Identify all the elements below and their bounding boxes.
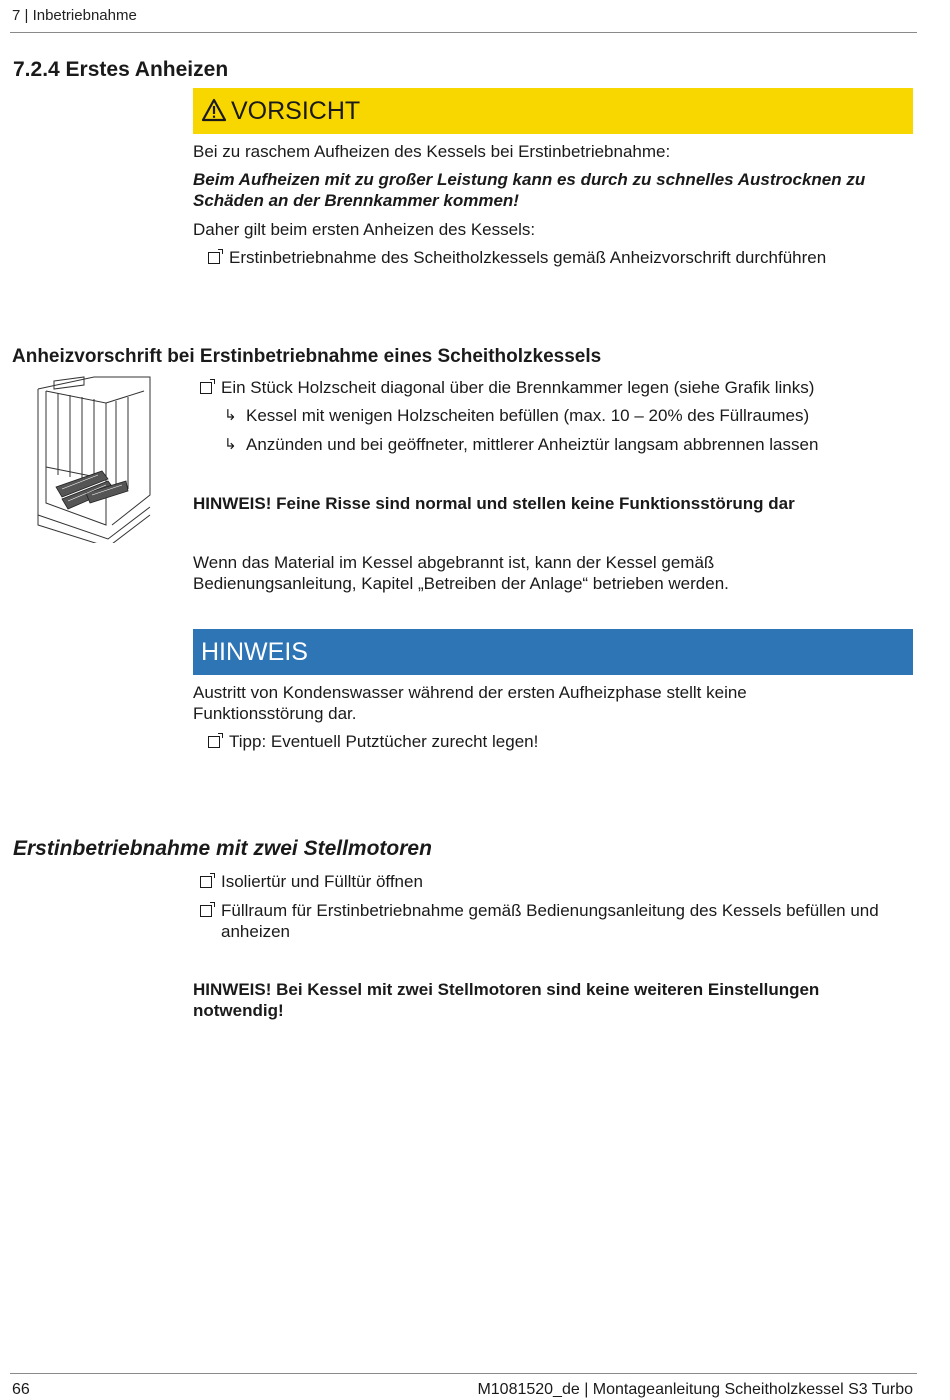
motors-step: [200, 871, 913, 892]
boiler-firebox-illustration: [36, 375, 152, 543]
caution-lead: Daher gilt beim ersten Anheizen des Kessels:: [193, 220, 536, 239]
motors-note: HINWEIS! Bei Kessel mit zwei Stellmotoren sind keine weiteren Einstellungen notwendig!: [193, 980, 820, 1020]
notice-label: HINWEIS: [201, 638, 308, 666]
checkbox-icon: [200, 905, 212, 917]
procedure-step-text: Ein Stück Holzscheit diagonal über die Brennkammer legen (siehe Grafik links): [221, 378, 815, 397]
motors-step-text: Füllraum für Erstinbetriebnahme gemäß Bedienungsanleitung des Kessels befüllen und anheizen: [221, 901, 879, 941]
procedure-result: [224, 434, 914, 455]
page-number: 66: [12, 1381, 30, 1398]
checkbox-icon: [200, 876, 212, 888]
notice-step-text: Tipp: Eventuell Putztücher zurecht legen!: [229, 732, 539, 751]
procedure-step: [200, 377, 913, 398]
procedure-result-text: Kessel mit wenigen Holzscheiten befüllen (max. 10 – 20% des Füllraumes): [246, 406, 810, 425]
running-header: 7 | Inbetriebnahme: [12, 7, 137, 24]
procedure-result-text: Anzünden und bei geöffneter, mittlerer Anheiztür langsam abbrennen lassen: [246, 435, 819, 454]
notice-step: [208, 731, 913, 752]
header-rule: [10, 32, 917, 33]
section-title: 7.2.4 Erstes Anheizen: [13, 58, 229, 81]
notice-banner: [193, 629, 913, 675]
motors-step: [200, 900, 900, 942]
motors-title: Erstinbetriebnahme mit zwei Stellmotoren: [13, 837, 432, 860]
caution-label: VORSICHT: [231, 97, 361, 125]
result-arrow-icon: ↳: [224, 436, 237, 453]
warning-triangle-icon: [201, 98, 227, 122]
footer-rule: [10, 1373, 917, 1374]
checkbox-icon: [208, 736, 220, 748]
caution-emphasis: Beim Aufheizen mit zu großer Leistung kann es durch zu schnelles Austrocknen zu Schäden an der Brennkammer kommen!: [193, 170, 866, 210]
checkbox-icon: [208, 252, 220, 264]
notice-text: Austritt von Kondenswasser während der ersten Aufheizphase stellt keine Funktionsstörung dar.: [193, 683, 747, 723]
checkbox-icon: [200, 382, 212, 394]
document-reference: M1081520_de | Montageanleitung Scheitholzkessel S3 Turbo: [477, 1381, 913, 1398]
procedure-note: HINWEIS! Feine Risse sind normal und stellen keine Funktionsstörung dar: [193, 494, 795, 513]
procedure-title: Anheizvorschrift bei Erstinbetriebnahme eines Scheitholzkessels: [12, 346, 602, 367]
procedure-followup: Wenn das Material im Kessel abgebrannt ist, kann der Kessel gemäß Bedienungsanleitung, Kapitel „Betreiben der Anlage“ betrieben werden.: [193, 553, 729, 593]
caution-step: [208, 247, 913, 268]
caution-banner: [193, 88, 913, 134]
caution-step-text: Erstinbetriebnahme des Scheitholzkessels gemäß Anheizvorschrift durchführen: [229, 248, 827, 267]
result-arrow-icon: ↳: [224, 407, 237, 424]
caution-intro: Bei zu raschem Aufheizen des Kessels bei Erstinbetriebnahme:: [193, 142, 671, 161]
motors-step-text: Isoliertür und Fülltür öffnen: [221, 872, 423, 891]
procedure-result: [224, 405, 914, 426]
